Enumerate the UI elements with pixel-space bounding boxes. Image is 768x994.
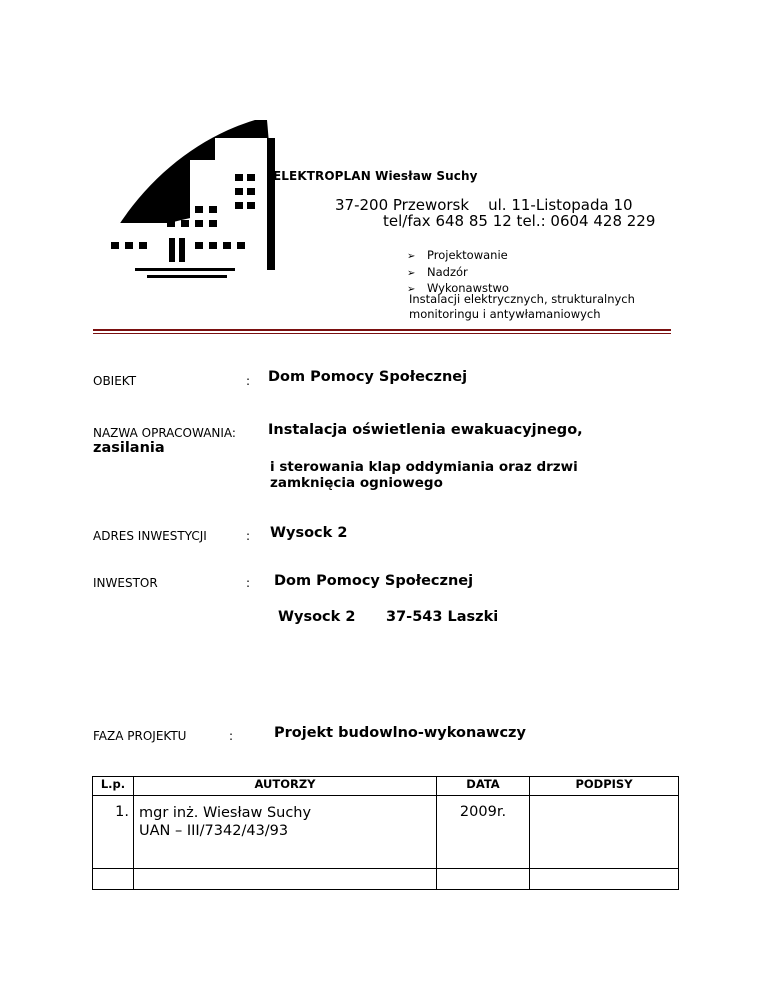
column-header-lp: L.p. (93, 777, 134, 796)
adres-value: Wysock 2 (270, 525, 348, 541)
arrow-bullet-icon: ➢ (407, 251, 416, 262)
faza-value: Projekt budowlno-wykonawczy (274, 725, 526, 741)
table-row (93, 796, 679, 869)
author-name: mgr inż. Wiesław Suchy (139, 805, 312, 821)
header-divider (93, 329, 671, 331)
obiekt-label: OBIEKT (93, 374, 137, 388)
list-item: ➢ Nadzór (407, 265, 509, 282)
table-row-empty (93, 869, 679, 890)
services-list (407, 248, 509, 298)
column-header-signatures: PODPISY (530, 777, 679, 796)
nazwa-label: NAZWA OPRACOWANIA: (93, 426, 236, 440)
company-name: ELEKTROPLAN Wiesław Suchy (273, 169, 478, 183)
list-item: ➢ Wykonawstwo (407, 281, 509, 298)
author-license: UAN – III/7342/43/93 (139, 823, 289, 839)
inwestor-address-street: Wysock 2 (278, 609, 356, 625)
inwestor-colon: : (246, 576, 251, 590)
signature-cell (530, 796, 679, 869)
arrow-bullet-icon: ➢ (407, 267, 416, 279)
nazwa-value-line2: i sterowania klap oddymiania oraz drzwi (270, 459, 578, 475)
nazwa-value-wrap: zasilania (93, 440, 165, 456)
nazwa-value-line3: zamknięcia ogniowego (270, 475, 443, 491)
nazwa-value-line1: Instalacja oświetlenia ewakuacyjnego, (268, 422, 583, 438)
inwestor-address-city: 37-543 Laszki (386, 609, 499, 625)
table-header-row (93, 777, 679, 796)
inwestor-value: Dom Pomocy Społecznej (274, 573, 474, 589)
inwestor-label: INWESTOR (93, 576, 158, 590)
row-number: 1. (93, 796, 134, 869)
adres-colon: : (246, 529, 251, 543)
company-logo (95, 108, 275, 288)
authors-table (92, 776, 679, 890)
header-divider-thin (93, 333, 671, 334)
author-cell (134, 796, 437, 869)
company-address: 37-200 Przeworsk ul. 11-Listopada 10 (335, 196, 633, 214)
column-header-date: DATA (437, 777, 530, 796)
obiekt-value: Dom Pomocy Społecznej (268, 369, 468, 385)
arrow-bullet-icon: ➢ (407, 284, 416, 295)
list-item: ➢ Projektowanie (407, 248, 509, 265)
services-description: Instalacji elektrycznych, strukturalnych monitoringu i antywłamaniowych (409, 292, 635, 321)
adres-label: ADRES INWESTYCJI (93, 529, 207, 543)
date-cell: 2009r. (437, 796, 530, 869)
faza-colon: : (229, 729, 234, 743)
column-header-authors: AUTORZY (134, 777, 437, 796)
obiekt-colon: : (246, 374, 251, 388)
faza-label: FAZA PROJEKTU (93, 729, 187, 743)
company-phone: tel/fax 648 85 12 tel.: 0604 428 229 (383, 212, 656, 230)
